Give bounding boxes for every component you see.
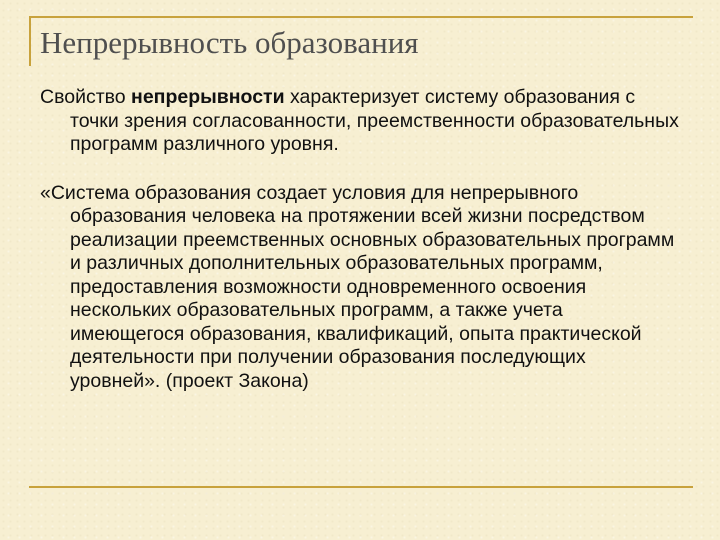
bottom-rule: [29, 486, 693, 488]
slide-title: Непрерывность образования: [40, 25, 419, 60]
paragraph-1-rest: характеризует систему образования с точки зрения согласованности, преемственности образовательных программ различного уровня.: [70, 86, 679, 155]
paragraph-1-emphasis: непрерывности: [131, 86, 285, 108]
paragraph-1-lead: Свойство: [40, 86, 132, 108]
paragraph-continuity-property: [40, 86, 680, 157]
paragraph-law-quote: «Система образования создает условия для непрерывного образования человека на протяжении всей жизни посредством реализации преемственных основных образовательных программ и различных дополнительных образовательных программ, предоставления возможности одновременного освоения нескольких образовательных программ, а также учета имеющегося образования, квалификаций, опыта практической деятельности при получении образования последующих уровней». (проект Закона): [40, 181, 675, 392]
left-rule: [29, 16, 31, 66]
top-rule: [29, 16, 693, 18]
slide-body: [40, 86, 680, 393]
